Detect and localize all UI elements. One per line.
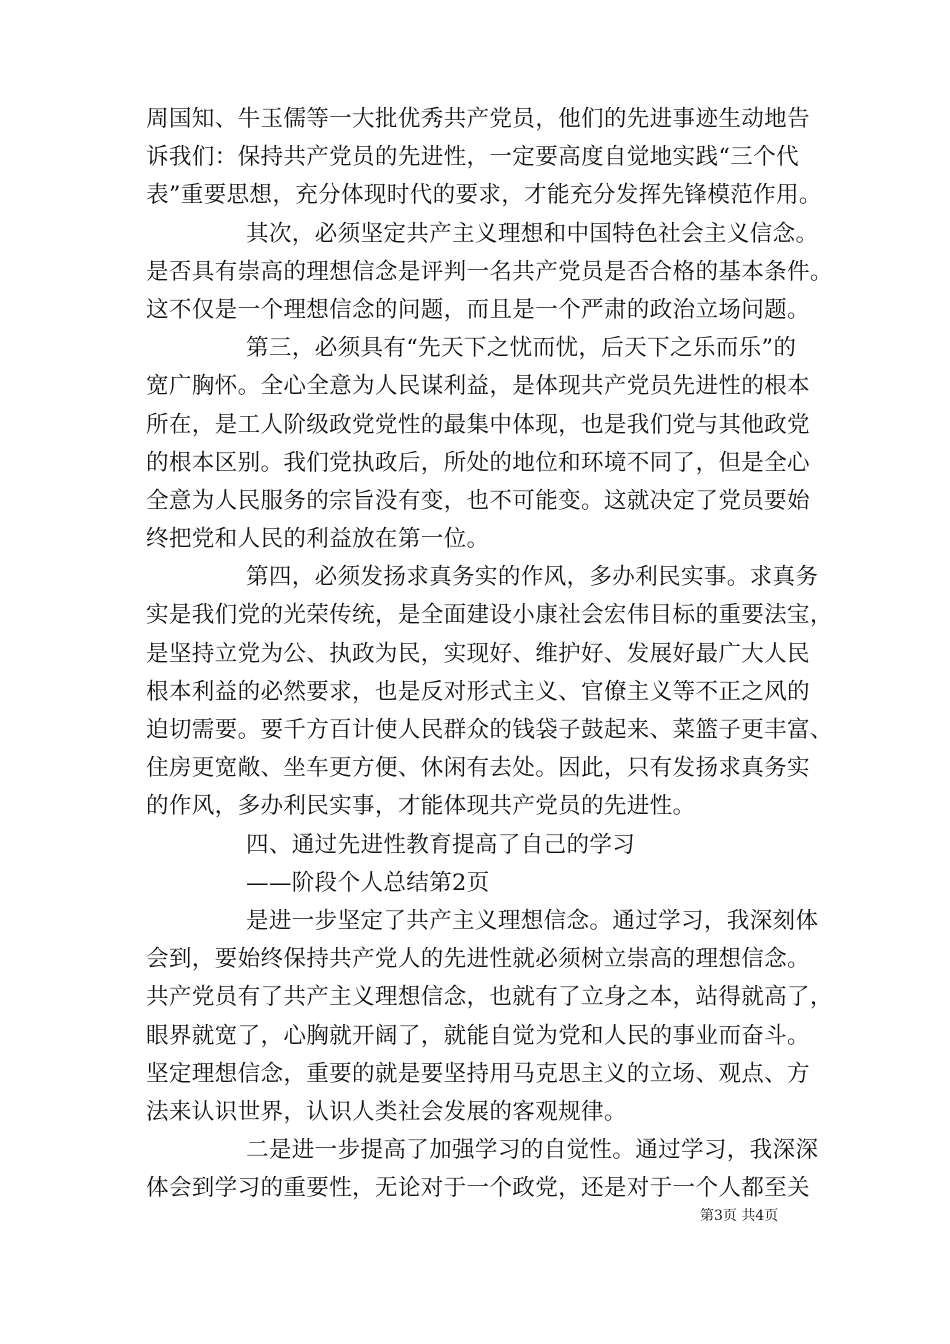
text-line: 是否具有崇高的理想信念是评判一名共产党员是否合格的基本条件。 <box>146 258 833 285</box>
text-line: 全意为人民服务的宗旨没有变，也不可能变。这就决定了党员要始 <box>146 487 810 514</box>
text-line: 诉我们：保持共产党员的先进性，一定要高度自觉地实践“三个代 <box>146 144 799 171</box>
text-line: 第四，必须发扬求真务实的作风，多办利民实事。求真务 <box>246 564 819 591</box>
text-line: 宽广胸怀。全心全意为人民谋利益，是体现共产党员先进性的根本 <box>146 373 810 400</box>
page-number-footer: 第3页 共4页 <box>700 1208 779 1224</box>
text-line: 根本利益的必然要求，也是反对形式主义、官僚主义等不正之风的 <box>146 678 810 705</box>
text-line: 会到，要始终保持共产党人的先进性就必须树立崇高的理想信念。 <box>146 946 810 973</box>
text-line: 眼界就宽了，心胸就开阔了，就能自觉为党和人民的事业而奋斗。 <box>146 1022 810 1049</box>
text-line: 二是进一步提高了加强学习的自觉性。通过学习，我深深 <box>246 1137 819 1164</box>
text-line: 终把党和人民的利益放在第一位。 <box>146 526 490 553</box>
text-line: 四、通过先进性教育提高了自己的学习 <box>246 831 636 858</box>
text-line: 法来认识世界，认识人类社会发展的客观规律。 <box>146 1098 627 1125</box>
text-line: ——阶段个人总结第2页 <box>246 869 490 896</box>
text-line: 住房更宽敞、坐车更方便、休闲有去处。因此，只有发扬求真务实 <box>146 755 810 782</box>
text-line: 第三，必须具有“先天下之忧而忧，后天下之乐而乐”的 <box>246 335 797 362</box>
text-line: 体会到学习的重要性，无论对于一个政党，还是对于一个人都至关 <box>146 1175 810 1202</box>
text-line: 所在，是工人阶级政党党性的最集中体现，也是我们党与其他政党 <box>146 411 810 438</box>
text-line: 坚定理想信念，重要的就是要坚持用马克思主义的立场、观点、方 <box>146 1060 810 1087</box>
text-line: 实是我们党的光荣传统，是全面建设小康社会宏伟目标的重要法宝， <box>146 602 833 629</box>
text-line: 共产党员有了共产主义理想信念，也就有了立身之本，站得就高了， <box>146 984 833 1011</box>
text-line: 迫切需要。要千方百计使人民群众的钱袋子鼓起来、菜篮子更丰富、 <box>146 717 833 743</box>
text-line: 其次，必须坚定共产主义理想和中国特色社会主义信念。 <box>246 220 819 247</box>
text-line: 周国知、牛玉儒等一大批优秀共产党员，他们的先进事迹生动地告 <box>146 106 810 132</box>
body-text <box>146 100 833 1207</box>
text-line: 表”重要思想，充分体现时代的要求，才能充分发挥先锋模范作用。 <box>146 182 822 209</box>
text-line: 是坚持立党为公、执政为民，实现好、维护好、发展好最广大人民 <box>146 640 810 667</box>
text-line: 的根本区别。我们党执政后，所处的地位和环境不同了，但是全心 <box>146 449 810 476</box>
text-line: 是进一步坚定了共产主义理想信念。通过学习，我深刻体 <box>246 907 819 934</box>
text-line: 这不仅是一个理想信念的问题，而且是一个严肃的政治立场问题。 <box>146 296 810 323</box>
text-line: 的作风，多办利民实事，才能体现共产党员的先进性。 <box>146 793 696 820</box>
